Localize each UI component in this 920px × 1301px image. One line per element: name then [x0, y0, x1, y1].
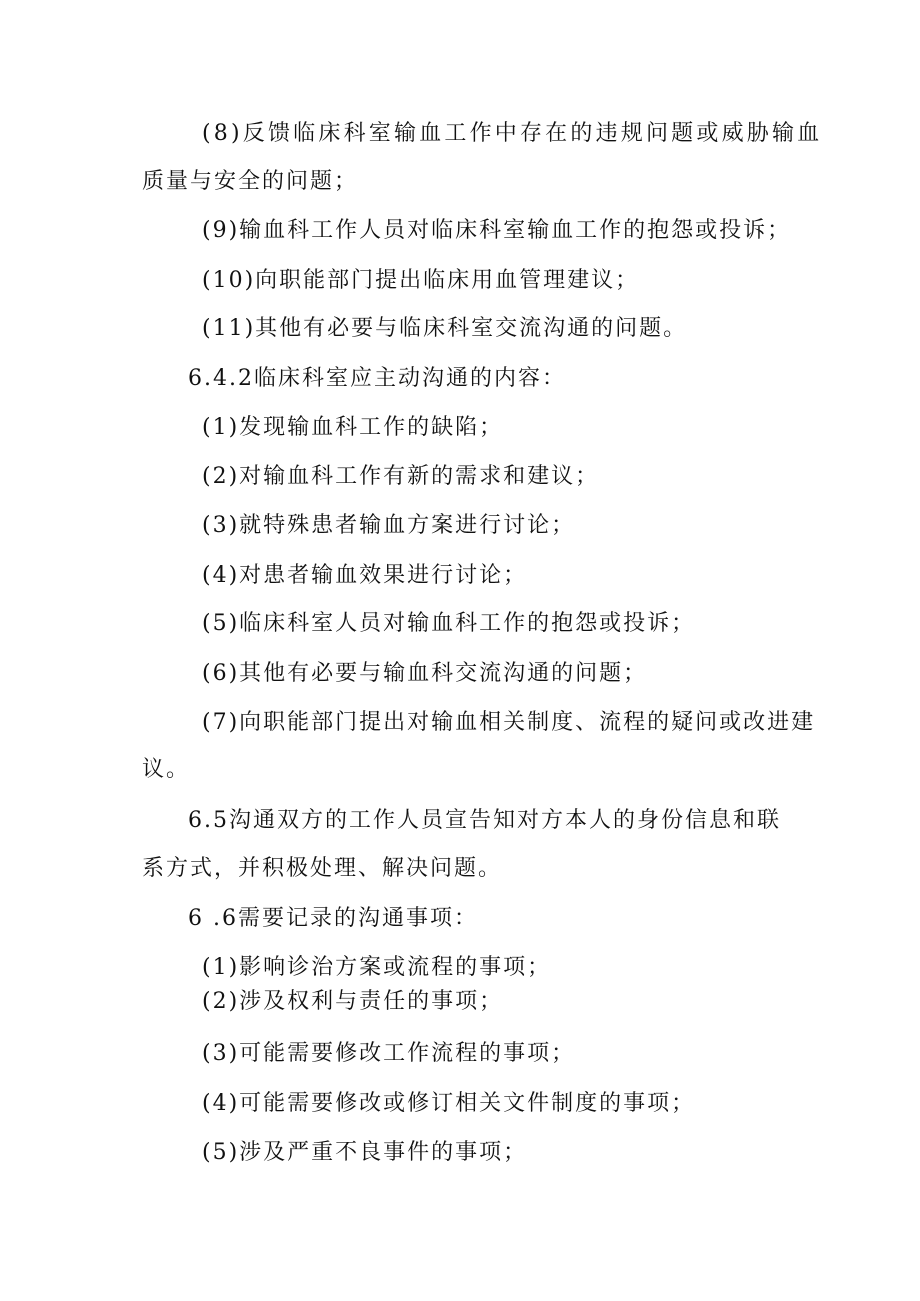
paragraph-line-5: (11)其他有必要与临床科室交流沟通的问题。 — [202, 316, 688, 341]
list-item-5: (5)临床科室人员对输血科工作的抱怨或投诉； — [202, 611, 696, 636]
section-heading-6-6: 6 .6需要记录的沟通事项： — [188, 906, 478, 931]
list-item-6: (6)其他有必要与输血科交流沟通的问题； — [202, 661, 648, 686]
record-item-3: (3)可能需要修改工作流程的事项； — [202, 1041, 576, 1066]
record-item-1: (1)影响诊治方案或流程的事项； — [202, 955, 552, 980]
section-6-5-line-2: 系方式，并积极处理、解决问题。 — [142, 856, 503, 881]
record-item-2: (2)涉及权利与责任的事项； — [202, 989, 504, 1014]
record-item-4: (4)可能需要修改或修订相关文件制度的事项； — [202, 1091, 696, 1116]
list-item-1: (1)发现输血科工作的缺陷； — [202, 415, 504, 440]
paragraph-line-4: (10)向职能部门提出临床用血管理建议； — [202, 268, 640, 293]
paragraph-line-2: 质量与安全的问题； — [142, 169, 359, 194]
paragraph-line-3: (9)输血科工作人员对临床科室输血工作的抱怨或投诉； — [202, 218, 792, 243]
section-6-5-line-1: 6.5沟通双方的工作人员宣告知对方本人的身份信息和联 — [188, 808, 781, 833]
paragraph-line-1: (8)反馈临床科室输血工作中存在的违规问题或威胁输血 — [202, 121, 823, 146]
list-item-2: (2)对输血科工作有新的需求和建议； — [202, 464, 600, 489]
list-item-3: (3)就特殊患者输血方案进行讨论； — [202, 513, 576, 538]
list-item-7-cont: 议。 — [142, 757, 191, 782]
list-item-4: (4)对患者输血效果进行讨论； — [202, 563, 528, 588]
list-item-7: (7)向职能部门提出对输血相关制度、流程的疑问或改进建 — [202, 710, 816, 735]
section-heading-6-4-2: 6.4.2临床科室应主动沟通的内容： — [188, 366, 566, 391]
record-item-5: (5)涉及严重不良事件的事项； — [202, 1140, 528, 1165]
